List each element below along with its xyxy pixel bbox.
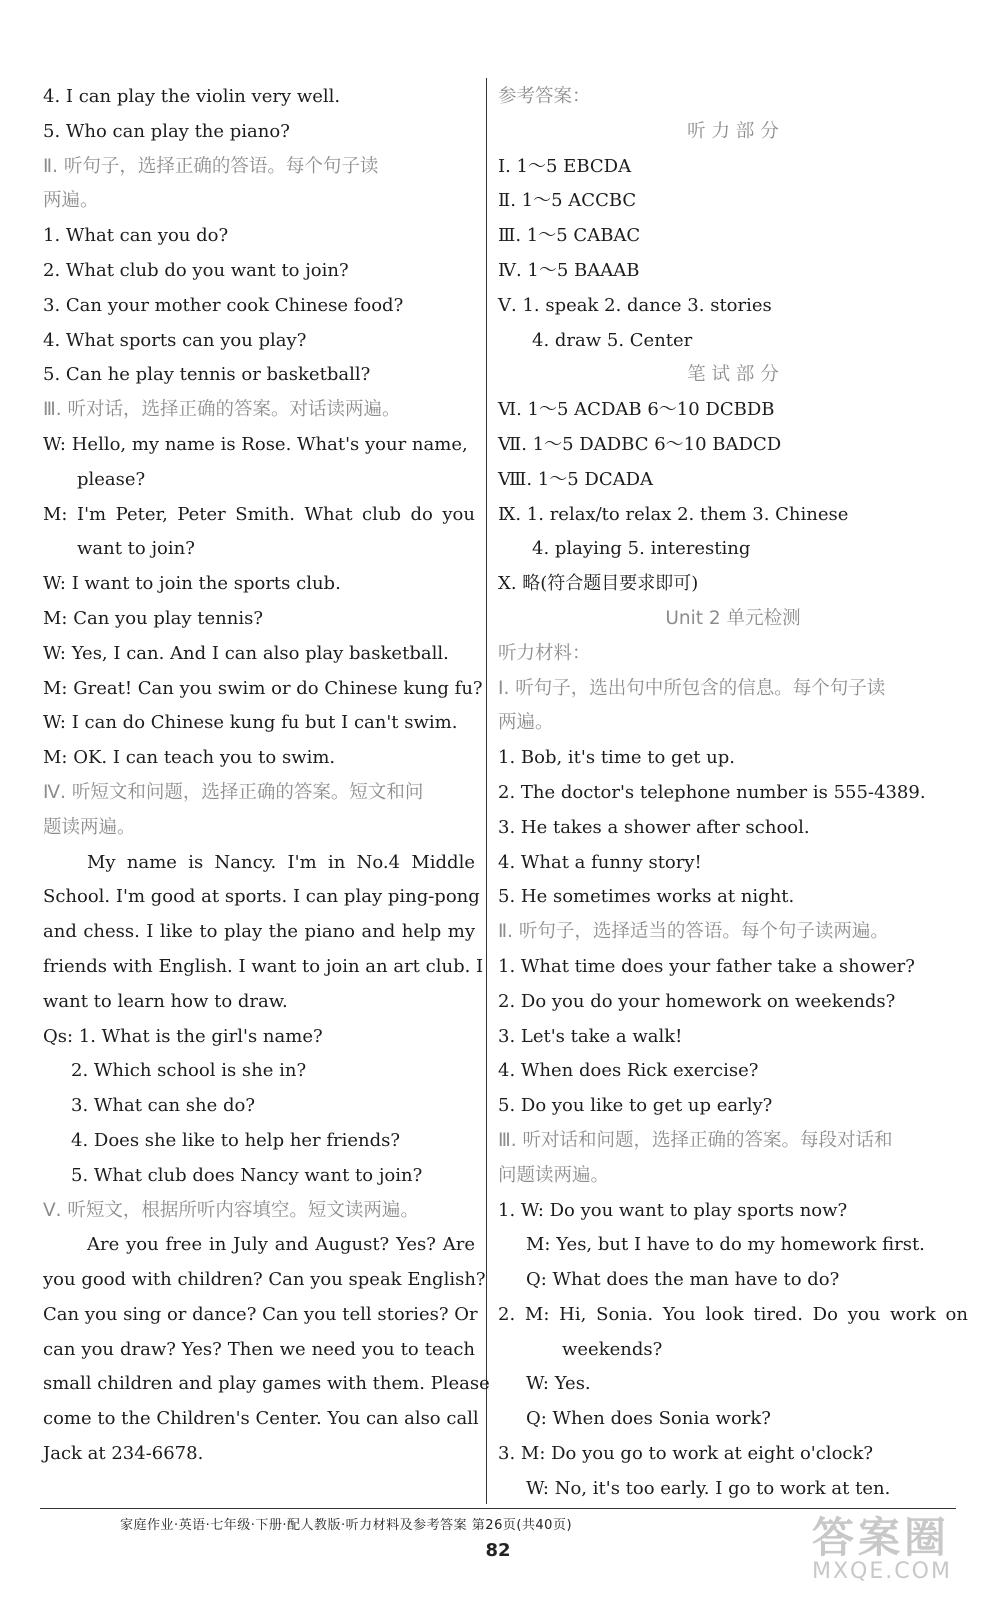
text-line: Are you free in July and August? Yes? Are (87, 1234, 475, 1256)
text-line: Qs: 1. What is the girl's name? (43, 1025, 323, 1047)
text-line: 2. M: Hi, Sonia. You look tired. Do you work on (498, 1303, 968, 1325)
text-line: Ⅰ. 1～5 EBCDA (498, 155, 632, 177)
text-line: 4. What sports can you play? (43, 329, 307, 351)
text-line: 1. Bob, it's time to get up. (498, 747, 736, 769)
text-line: Ⅱ. 听句子，选择适当的答语。每个句子读两遍。 (498, 921, 889, 943)
text-line: 1. What can you do? (43, 225, 229, 247)
text-line: come to the Children's Center. You can also call (43, 1408, 479, 1430)
text-line: Ⅱ. 1～5 ACCBC (498, 190, 637, 212)
text-line: W: Yes, I can. And I can also play basketball. (43, 642, 449, 664)
page-number: 82 (485, 1540, 511, 1561)
text-line: Q: When does Sonia work? (526, 1408, 771, 1430)
text-line: 2. The doctor's telephone number is 555-4389. (498, 781, 926, 803)
text-line: Ⅵ. 1～5 ACDAB 6～10 DCBDB (498, 399, 775, 421)
text-line: Ⅲ. 听对话，选择正确的答案。对话读两遍。 (43, 399, 401, 421)
text-line: Ⅹ. 略(符合题目要求即可) (498, 573, 699, 595)
text-line: Ⅲ. 听对话和问题，选择正确的答案。每段对话和 (498, 1129, 893, 1151)
text-line: M: Great! Can you swim or do Chinese kung fu? (43, 677, 483, 699)
text-line: want to learn how to draw. (43, 990, 288, 1012)
text-line: and chess. I like to play the piano and help my (43, 921, 475, 943)
left-column (43, 80, 490, 1472)
text-line: W: No, it's too early. I go to work at ten. (526, 1477, 891, 1499)
text-line: W: I can do Chinese kung fu but I can't swim. (43, 712, 458, 734)
text-line: Q: What does the man have to do? (526, 1269, 840, 1291)
text-line: W: Hello, my name is Rose. What's your name, (43, 433, 468, 455)
text-line: Ⅲ. 1～5 CABAC (498, 225, 641, 247)
text-line: Ⅶ. 1～5 DADBC 6～10 BADCD (498, 433, 782, 455)
text-line: can you draw? Yes? Then we need you to teach (43, 1338, 475, 1360)
text-line: M: Yes, but I have to do my homework first. (526, 1234, 925, 1256)
footer-text: 家庭作业·英语·七年级·下册·配人教版·听力材料及参考答案 第26页(共40页) (120, 1518, 573, 1533)
text-line: Ⅱ. 听句子，选择正确的答语。每个句子读 (43, 155, 379, 177)
text-line: 题读两遍。 (43, 816, 136, 838)
text-line: M: Can you play tennis? (43, 607, 263, 629)
text-line: My name is Nancy. I'm in No.4 Middle (87, 851, 475, 873)
text-line: Ⅷ. 1～5 DCADA (498, 468, 654, 490)
text-line: 两遍。 (498, 712, 554, 734)
text-line: 2. Do you do your homework on weekends? (498, 990, 896, 1012)
text-line: 4. I can play the violin very well. (43, 86, 341, 107)
watermark-url: MXQE.COM (812, 1559, 952, 1584)
text-line: weekends? (562, 1338, 663, 1360)
text-line: Ⅴ. 听短文，根据所听内容填空。短文读两遍。 (43, 1199, 419, 1221)
text-line: Can you sing or dance? Can you tell stories? Or (43, 1303, 478, 1325)
right-column (498, 80, 968, 1507)
text-line: 5. What club does Nancy want to join? (71, 1164, 423, 1186)
text-line: Jack at 234-6678. (43, 1443, 204, 1465)
text-line: W: I want to join the sports club. (43, 573, 341, 595)
text-line: 4. playing 5. interesting (532, 538, 751, 560)
text-line: 4. draw 5. Center (532, 329, 693, 351)
text-line: 参考答案： (498, 86, 591, 107)
text-line: Ⅸ. 1. relax/to relax 2. them 3. Chinese (498, 503, 849, 525)
text-line: 4. Does she like to help her friends? (71, 1129, 401, 1151)
text-line: please? (77, 468, 146, 490)
text-line: W: Yes. (526, 1373, 591, 1395)
text-line: small children and play games with them. Please (43, 1373, 490, 1395)
text-line: 3. He takes a shower after school. (498, 816, 810, 838)
text-line: Ⅳ. 听短文和问题，选择正确的答案。短文和问 (43, 781, 424, 803)
text-line: 3. M: Do you go to work at eight o'clock? (498, 1443, 874, 1465)
text-line: 3. What can she do? (71, 1095, 256, 1117)
text-line: 2. Which school is she in? (71, 1060, 307, 1082)
text-line: Ⅳ. 1～5 BAAAB (498, 259, 640, 281)
text-line: 笔 试 部 分 (687, 364, 779, 386)
text-line: 听力材料： (498, 642, 591, 664)
text-line: 3. Can your mother cook Chinese food? (43, 294, 404, 316)
text-line: 5. Can he play tennis or basketball? (43, 364, 371, 386)
text-line: you good with children? Can you speak English? (43, 1269, 486, 1291)
text-line: friends with English. I want to join an art club. I (43, 955, 484, 977)
text-line: want to join? (77, 538, 195, 560)
text-line: Ⅴ. 1. speak 2. dance 3. stories (498, 294, 772, 316)
text-line: M: I'm Peter, Peter Smith. What club do you (43, 503, 475, 525)
text-line: School. I'm good at sports. I can play ping-pong (43, 886, 480, 908)
text-line: 1. W: Do you want to play sports now? (498, 1199, 848, 1221)
watermark-logo (812, 1505, 982, 1597)
text-line: 两遍。 (43, 190, 99, 212)
text-line: 问题读两遍。 (498, 1164, 610, 1186)
text-line: 3. Let's take a walk! (498, 1025, 683, 1047)
text-line: Unit 2 单元检测 (665, 607, 801, 629)
text-line: 4. What a funny story! (498, 851, 702, 873)
text-line: M: OK. I can teach you to swim. (43, 747, 336, 769)
text-line: Ⅰ. 听句子，选出句中所包含的信息。每个句子读 (498, 677, 886, 699)
text-line: 听 力 部 分 (687, 120, 779, 142)
text-line: 5. He sometimes works at night. (498, 886, 795, 908)
text-line: 2. What club do you want to join? (43, 259, 349, 281)
text-line: 4. When does Rick exercise? (498, 1060, 759, 1082)
column-divider (486, 78, 487, 1504)
text-line: 5. Who can play the piano? (43, 120, 290, 142)
text-line: 5. Do you like to get up early? (498, 1095, 773, 1117)
watermark-text: 答案圈 (812, 1513, 951, 1562)
text-line: 1. What time does your father take a shower? (498, 955, 915, 977)
